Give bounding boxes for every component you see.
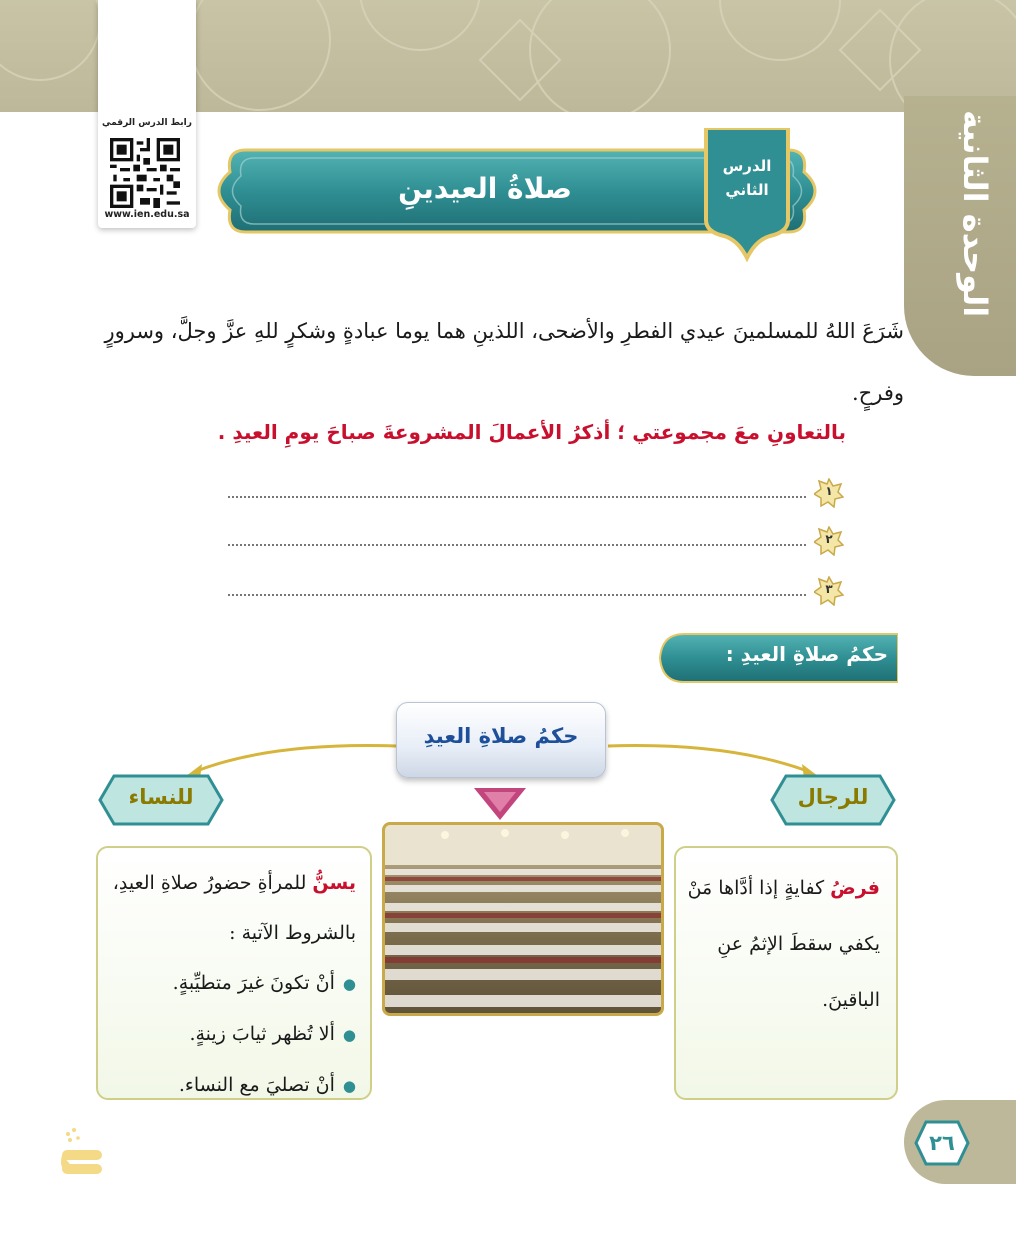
number-badge xyxy=(814,478,844,508)
answer-line[interactable] xyxy=(228,526,844,556)
number-badge xyxy=(814,526,844,556)
women-label: للنساء xyxy=(128,785,194,809)
men-keyword: فرضُ xyxy=(830,877,880,899)
page-number: ٢٦ xyxy=(929,1131,955,1155)
intro-paragraph: شَرَعَ اللهُ للمسلمينَ عيدي الفطرِ والأضحى، اللذينِ هما يوما عبادةٍ وشكرٍ للهِ عزَّ وجلَّ، وسرورٍ وفرحٍ. xyxy=(104,319,904,405)
unit-label: الوحدة الثانية xyxy=(956,110,994,318)
activity-prompt: بالتعاونِ معَ مجموعتي ؛ أذكرُ الأعمالَ المشروعةَ صباحَ يومِ العيدِ . xyxy=(217,420,846,444)
lesson-badge-line2: الثاني xyxy=(725,181,769,199)
men-ruling-card xyxy=(674,846,898,1100)
men-label: للرجال xyxy=(797,785,869,809)
qr-title: رابط الدرس الرقمي xyxy=(102,118,192,128)
men-text: كفايةٍ إذا أدَّاها مَنْ يكفي سقطَ الإثمُ عنِ الباقينَ. xyxy=(687,877,880,1011)
condition-item: ● ألا تُظهر ثيابَ زينةٍ. xyxy=(106,1009,356,1060)
number-label: ٢ xyxy=(825,532,833,546)
diagram-center-label: حكمُ صلاةِ العيدِ xyxy=(423,724,579,748)
number-label: ٣ xyxy=(825,582,833,596)
dotted-answer-field[interactable] xyxy=(228,496,806,498)
women-keyword: يسنُّ xyxy=(312,872,356,894)
condition-item: ● أنْ تصليَ مع النساء. xyxy=(106,1060,356,1111)
section-heading: حكمُ صلاةِ العيدِ : xyxy=(725,642,888,666)
dotted-answer-field[interactable] xyxy=(228,594,806,596)
dotted-answer-field[interactable] xyxy=(228,544,806,546)
women-ruling-card xyxy=(96,846,372,1100)
qr-url[interactable]: www.ien.edu.sa xyxy=(104,209,190,220)
number-badge xyxy=(814,576,844,606)
qr-card[interactable] xyxy=(98,0,196,228)
answer-line[interactable] xyxy=(228,478,844,508)
publisher-logo-icon xyxy=(56,1124,106,1184)
women-text: للمرأةِ حضورُ صلاةِ العيدِ، بالشروط الآتية : xyxy=(112,872,356,944)
answer-line[interactable] xyxy=(228,576,844,606)
lesson-badge-line1: الدرس xyxy=(722,157,772,175)
number-label: ١ xyxy=(825,484,833,498)
eid-prayer-photo xyxy=(382,822,664,1016)
condition-item: ● أنْ تكونَ غيرَ متطيِّبةٍ. xyxy=(106,958,356,1009)
down-triangle-icon xyxy=(470,784,530,824)
qr-code-icon[interactable] xyxy=(110,138,180,208)
lesson-title: صلاةُ العيدينِ xyxy=(398,172,572,205)
congregation-image xyxy=(385,825,664,1016)
lesson-badge-text xyxy=(700,154,794,202)
